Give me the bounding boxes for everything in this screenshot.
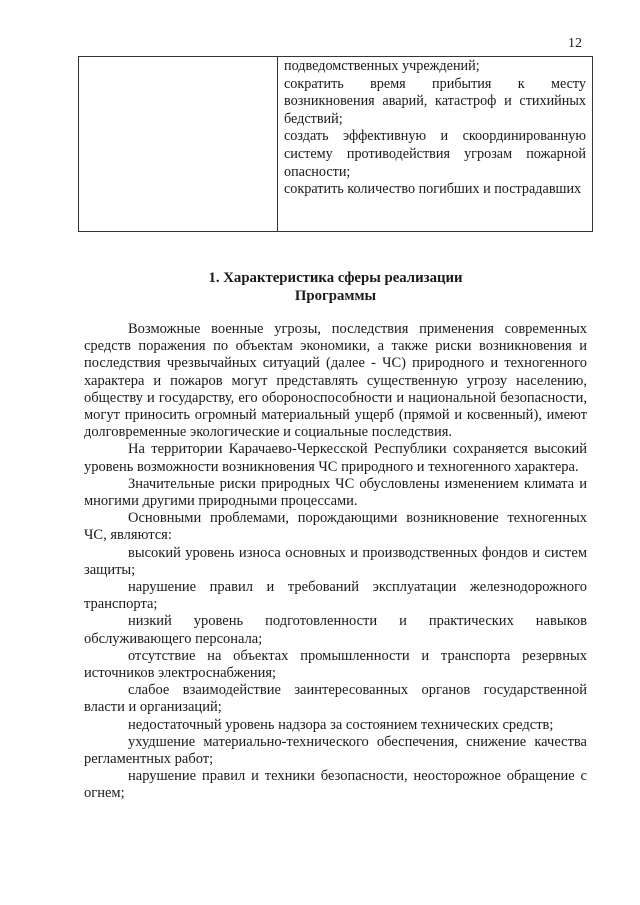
table-line: сократить количество погибших и пострадавших xyxy=(284,181,582,198)
body-text xyxy=(84,321,587,803)
paragraph: Основными проблемами, порождающими возникновение техногенных ЧС, являются: xyxy=(84,510,587,544)
list-item: высокий уровень износа основных и производственных фондов и систем защиты; xyxy=(84,544,587,578)
paragraph: Значительные риски природных ЧС обусловлены изменением климата и многими другими природными процессами. xyxy=(84,475,587,510)
list-item: недостаточный уровень надзора за состоянием технических средств; xyxy=(128,716,554,733)
table-line: сократить время прибытия к месту возникновения аварий, катастроф и стихийных бедствий; xyxy=(284,75,586,127)
paragraph: На территории Карачаево-Черкесской Республики сохраняется высокий уровень возможности возникновения ЧС природного и техногенного характера. xyxy=(84,441,587,475)
list-item: нарушение правил и требований эксплуатации железнодорожного транспорта; xyxy=(84,579,587,613)
list-item: слабое взаимодействие заинтересованных органов государственной власти и организаций; xyxy=(84,682,587,716)
list-item: нарушение правил и техники безопасности, неосторожное обращение с огнем; xyxy=(84,768,587,802)
table-line: создать эффективную и скоординированную систему противодействия угрозам пожарной опасности; xyxy=(284,128,586,180)
section-title xyxy=(78,269,593,305)
section-title-line: Программы xyxy=(294,288,377,304)
table-right-cell xyxy=(278,57,592,231)
paragraph: Возможные военные угрозы, последствия применения современных средств поражения по объектам экономики, а также риски возникновения и последствия чрезвычайных ситуаций (далее - ЧС) природного и техногенного характера и пожаров могут представлять существенную угрозу населению, обществу и государству, его обороноспособности и национальной безопасности, могут приносить огромный материальный ущерб (прямой и косвенный), имеют долговременные экологические и социальные последствия. xyxy=(84,321,587,441)
list-item: низкий уровень подготовленности и практических навыков обслуживающего персонала; xyxy=(84,613,587,647)
continuation-table xyxy=(78,56,593,232)
list-item: ухудшение материально-технического обеспечения, снижение качества регламентных работ; xyxy=(84,733,587,768)
page-number: 12 xyxy=(568,36,582,51)
table-line: подведомственных учреждений; xyxy=(284,58,480,74)
table-left-cell xyxy=(79,57,278,231)
list-item: отсутствие на объектах промышленности и транспорта резервных источников электроснабжения; xyxy=(84,647,587,682)
section-title-line: 1. Характеристика сферы реализации xyxy=(208,270,463,286)
